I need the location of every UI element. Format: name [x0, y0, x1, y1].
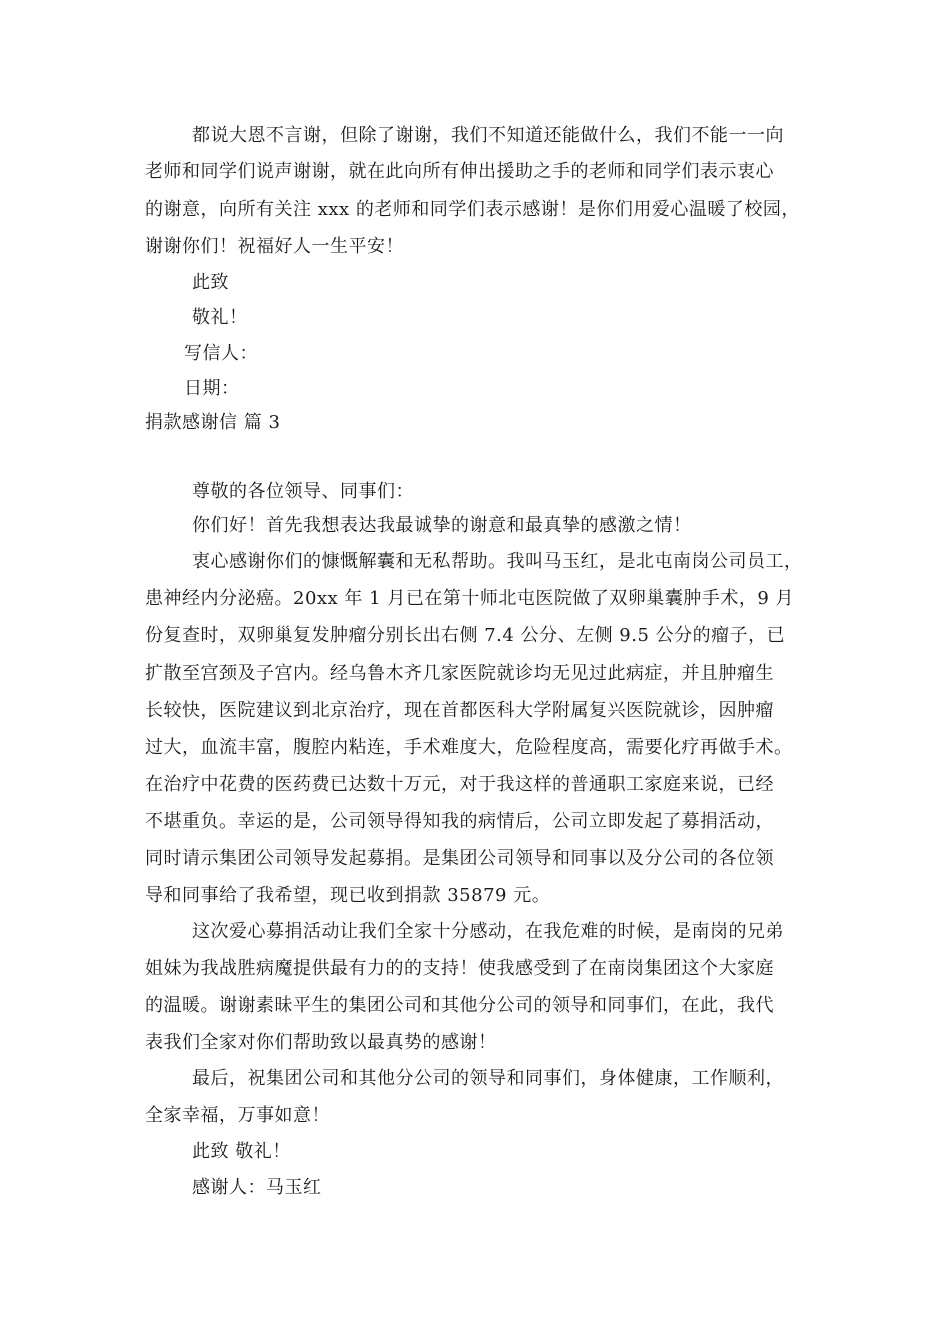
paragraph-line: 谢谢你们！祝福好人一生平安！ — [145, 236, 404, 257]
signer: 感谢人：马玉红 — [192, 1177, 322, 1198]
salutation: 尊敬的各位领导、同事们： — [192, 481, 414, 502]
paragraph-line: 全家幸福，万事如意！ — [145, 1105, 330, 1126]
closing-line: 此致 敬礼！ — [192, 1141, 291, 1162]
paragraph-line: 不堪重负。幸运的是，公司领导得知我的病情后，公司立即发起了募捐活动， — [145, 811, 774, 832]
paragraph-line: 这次爱心募捐活动让我们全家十分感动，在我危难的时候，是南岗的兄弟 — [192, 921, 784, 942]
closing-line: 敬礼！ — [192, 307, 248, 328]
paragraph-line: 表我们全家对你们帮助致以最真势的感谢！ — [145, 1032, 497, 1053]
paragraph-line: 都说大恩不言谢，但除了谢谢，我们不知道还能做什么，我们不能一一向 — [192, 125, 784, 146]
paragraph-line: 衷心感谢你们的慷慨解囊和无私帮助。我叫马玉红，是北屯南岗公司员工， — [192, 551, 803, 572]
paragraph-line: 在治疗中花费的医药费已达数十万元，对于我这样的普通职工家庭来说，已经 — [145, 774, 774, 795]
paragraph-line: 患神经内分泌癌。20xx 年 1 月已在第十师北屯医院做了双卵巢囊肿手术，9 月 — [145, 588, 794, 609]
paragraph-line: 的温暖。谢谢素昧平生的集团公司和其他分公司的领导和同事们，在此，我代 — [145, 995, 774, 1016]
paragraph-line: 导和同事给了我希望，现已收到捐款 35879 元。 — [145, 885, 551, 906]
paragraph-line: 姐妹为我战胜病魔提供最有力的的支持！使我感受到了在南岗集团这个大家庭 — [145, 958, 774, 979]
greeting: 你们好！首先我想表达我最诚挚的谢意和最真挚的感激之情！ — [192, 515, 692, 536]
paragraph-line: 同时请示集团公司领导发起募捐。是集团公司领导和同事以及分公司的各位领 — [145, 848, 774, 869]
closing-line: 此致 — [192, 272, 229, 293]
paragraph-line: 份复查时，双卵巢复发肿瘤分别长出右侧 7.4 公分、左侧 9.5 公分的瘤子，已 — [145, 625, 786, 646]
paragraph-line: 的谢意，向所有关注 xxx 的老师和同学们表示感谢！是你们用爱心温暖了校园， — [145, 199, 800, 220]
paragraph-line: 长较快，医院建议到北京治疗，现在首都医科大学附属复兴医院就诊，因肿瘤 — [145, 700, 774, 721]
paragraph-line: 老师和同学们说声谢谢，就在此向所有伸出援助之手的老师和同学们表示衷心 — [145, 161, 774, 182]
section-title: 捐款感谢信 篇 3 — [145, 412, 281, 433]
date-label: 日期： — [184, 378, 240, 399]
paragraph-line: 扩散至宫颈及子宫内。经乌鲁木齐几家医院就诊均无见过此病症，并且肿瘤生 — [145, 663, 774, 684]
paragraph-line: 过大，血流丰富，腹腔内粘连，手术难度大，危险程度高，需要化疗再做手术。 — [145, 737, 793, 758]
writer-label: 写信人： — [184, 343, 258, 364]
paragraph-line: 最后，祝集团公司和其他分公司的领导和同事们，身体健康，工作顺利， — [192, 1068, 784, 1089]
